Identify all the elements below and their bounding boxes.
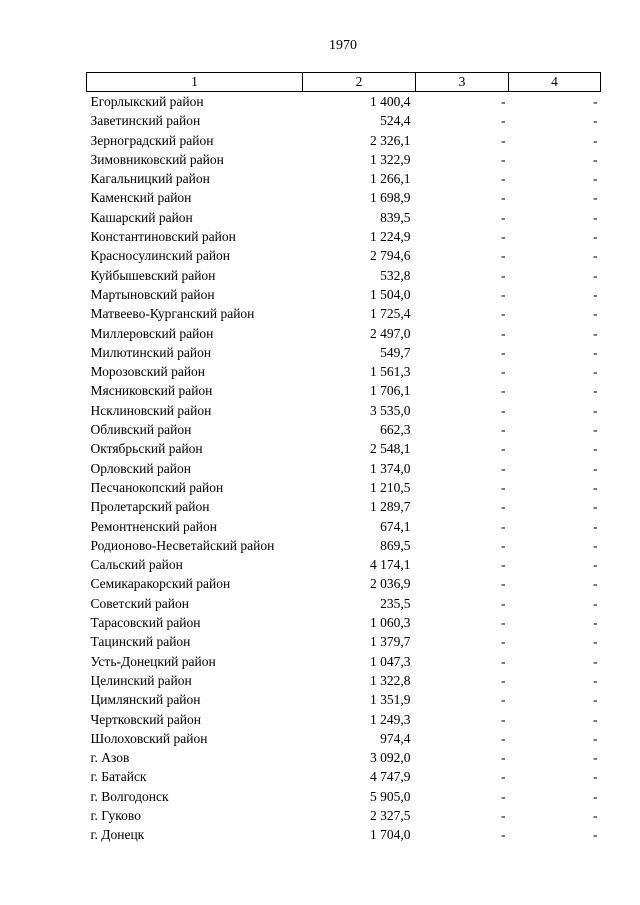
column-4-cell: -	[593, 537, 598, 553]
table-row	[87, 517, 601, 536]
value-cell: 1 379,7	[370, 634, 411, 650]
district-name-cell: Красносулинский район	[90, 248, 231, 264]
column-3-cell: -	[501, 537, 506, 553]
value-cell: 1 704,0	[370, 827, 411, 843]
district-name-cell: Матвеево-Курганский район	[90, 306, 255, 322]
district-name-cell: Заветинский район	[90, 113, 201, 129]
value-cell: 2 497,0	[370, 325, 411, 341]
value-cell: 869,5	[380, 537, 411, 553]
district-name-cell: Обливский район	[90, 422, 192, 438]
value-cell: 1 047,3	[370, 653, 411, 669]
column-3-cell: -	[501, 788, 506, 804]
district-name-cell: Песчанокопский район	[90, 479, 224, 495]
column-3-cell: -	[501, 113, 506, 129]
table-row	[87, 381, 601, 400]
table-row	[87, 343, 601, 362]
table-row	[87, 459, 601, 478]
column-3-cell: -	[501, 730, 506, 746]
column-4-cell: -	[593, 711, 598, 727]
column-4-cell: -	[593, 499, 598, 515]
value-cell: 1 400,4	[370, 94, 411, 109]
district-name-cell: Кагальницкий район	[90, 171, 210, 187]
column-3-cell: -	[501, 151, 506, 167]
column-3-cell: -	[501, 402, 506, 418]
district-name-cell: г. Батайск	[90, 769, 147, 785]
column-3-cell: -	[501, 692, 506, 708]
value-cell: 524,4	[380, 113, 411, 129]
table-row	[87, 246, 601, 265]
column-4-cell: -	[593, 402, 598, 418]
district-name-cell: Целинский район	[90, 672, 192, 688]
district-name-cell: Зерноградский район	[90, 132, 214, 148]
table-row	[87, 748, 601, 767]
column-3-cell: -	[501, 479, 506, 495]
column-3-cell: -	[501, 750, 506, 766]
table-body	[87, 92, 601, 845]
table-row	[87, 729, 601, 748]
value-cell: 1 249,3	[370, 711, 411, 727]
column-header-4: 4	[509, 73, 601, 92]
table-row	[87, 188, 601, 207]
value-cell: 1 322,9	[370, 151, 411, 167]
district-name-cell: Ремонтненский район	[90, 518, 217, 534]
table-row	[87, 401, 601, 420]
district-name-cell: Кашарский район	[90, 209, 193, 225]
district-name-cell: Усть-Донецкий район	[90, 653, 216, 669]
table-row	[87, 111, 601, 130]
table-row	[87, 362, 601, 381]
district-name-cell: Каменский район	[90, 190, 192, 206]
column-3-cell: -	[501, 499, 506, 515]
column-4-cell: -	[593, 209, 598, 225]
column-header-2: 2	[303, 73, 416, 92]
column-4-cell: -	[593, 344, 598, 360]
district-name-cell: г. Азов	[90, 750, 130, 766]
column-3-cell: -	[501, 576, 506, 592]
column-3-cell: -	[501, 209, 506, 225]
column-4-cell: -	[593, 306, 598, 322]
column-4-cell: -	[593, 557, 598, 573]
column-3-cell: -	[501, 615, 506, 631]
value-cell: 235,5	[380, 595, 411, 611]
column-4-cell: -	[593, 460, 598, 476]
table-row	[87, 555, 601, 574]
table-row	[87, 131, 601, 150]
table-row	[87, 478, 601, 497]
value-cell: 1 725,4	[370, 306, 411, 322]
column-4-cell: -	[593, 576, 598, 592]
district-name-cell: Морозовский район	[90, 364, 206, 380]
value-cell: 4 747,9	[370, 769, 411, 785]
table-row	[87, 767, 601, 786]
column-4-cell: -	[593, 383, 598, 399]
column-3-cell: -	[501, 557, 506, 573]
district-name-cell: Егорлыкский район	[90, 94, 204, 109]
district-name-cell: Мартыновский район	[90, 286, 215, 302]
column-4-cell: -	[593, 479, 598, 495]
column-3-cell: -	[501, 769, 506, 785]
table-row	[87, 536, 601, 555]
column-3-cell: -	[501, 94, 506, 109]
table-row	[87, 632, 601, 651]
column-3-cell: -	[501, 807, 506, 823]
column-3-cell: -	[501, 518, 506, 534]
column-4-cell: -	[593, 113, 598, 129]
page-title: 1970	[329, 38, 357, 53]
column-3-cell: -	[501, 229, 506, 245]
column-3-cell: -	[501, 460, 506, 476]
district-name-cell: г. Гуково	[90, 807, 141, 823]
table-row	[87, 652, 601, 671]
value-cell: 1 224,9	[370, 229, 411, 245]
value-cell: 3 535,0	[370, 402, 411, 418]
column-4-cell: -	[593, 364, 598, 380]
value-cell: 2 326,1	[370, 132, 411, 148]
column-4-cell: -	[593, 595, 598, 611]
district-name-cell: Чертковский район	[90, 711, 201, 727]
column-3-cell: -	[501, 171, 506, 187]
value-cell: 1 322,8	[370, 672, 411, 688]
column-4-cell: -	[593, 248, 598, 264]
district-name-cell: Цимлянский район	[90, 692, 201, 708]
column-3-cell: -	[501, 634, 506, 650]
column-3-cell: -	[501, 672, 506, 688]
value-cell: 1 561,3	[370, 364, 411, 380]
table-row	[87, 169, 601, 188]
district-name-cell: Зимовниковский район	[90, 151, 224, 167]
value-cell: 1 706,1	[370, 383, 411, 399]
value-cell: 1 374,0	[370, 460, 411, 476]
district-name-cell: Шолоховский район	[90, 730, 208, 746]
district-name-cell: г. Донецк	[90, 827, 145, 843]
value-cell: 532,8	[380, 267, 411, 283]
table-row	[87, 285, 601, 304]
table-row	[87, 208, 601, 227]
district-name-cell: Орловский район	[90, 460, 191, 476]
value-cell: 2 794,6	[370, 248, 411, 264]
column-4-cell: -	[593, 190, 598, 206]
table-row	[87, 497, 601, 516]
column-header-1: 1	[87, 73, 303, 92]
value-cell: 3 092,0	[370, 750, 411, 766]
district-name-cell: Октябрьский район	[90, 441, 203, 457]
district-name-cell: Мясниковский район	[90, 383, 213, 399]
table-row	[87, 787, 601, 806]
district-name-cell: Тацинский район	[90, 634, 191, 650]
column-4-cell: -	[593, 518, 598, 534]
value-cell: 839,5	[380, 209, 411, 225]
value-cell: 974,4	[380, 730, 411, 746]
value-cell: 2 548,1	[370, 441, 411, 457]
table-row	[87, 227, 601, 246]
column-4-cell: -	[593, 267, 598, 283]
table-header-row	[87, 73, 601, 92]
column-3-cell: -	[501, 441, 506, 457]
column-header-3: 3	[416, 73, 509, 92]
table-row	[87, 806, 601, 825]
table-row	[87, 420, 601, 439]
column-4-cell: -	[593, 769, 598, 785]
table-row	[87, 304, 601, 323]
column-3-cell: -	[501, 248, 506, 264]
table-row	[87, 92, 601, 112]
table-row	[87, 266, 601, 285]
column-4-cell: -	[593, 229, 598, 245]
column-3-cell: -	[501, 267, 506, 283]
district-name-cell: Куйбышевский район	[90, 267, 216, 283]
table-row	[87, 574, 601, 593]
column-3-cell: -	[501, 344, 506, 360]
district-name-cell: г. Волгодонск	[90, 788, 169, 804]
value-cell: 4 174,1	[370, 557, 411, 573]
column-3-cell: -	[501, 132, 506, 148]
column-3-cell: -	[501, 190, 506, 206]
column-4-cell: -	[593, 788, 598, 804]
column-3-cell: -	[501, 364, 506, 380]
column-3-cell: -	[501, 653, 506, 669]
column-4-cell: -	[593, 422, 598, 438]
value-cell: 1 266,1	[370, 171, 411, 187]
column-4-cell: -	[593, 132, 598, 148]
column-4-cell: -	[593, 441, 598, 457]
district-name-cell: Семикаракорский район	[90, 576, 231, 592]
column-4-cell: -	[593, 615, 598, 631]
value-cell: 1 210,5	[370, 479, 411, 495]
value-cell: 1 698,9	[370, 190, 411, 206]
value-cell: 662,3	[380, 422, 411, 438]
column-4-cell: -	[593, 692, 598, 708]
column-4-cell: -	[593, 94, 598, 109]
column-4-cell: -	[593, 730, 598, 746]
district-name-cell: Родионово-Несветайский район	[90, 537, 275, 553]
column-4-cell: -	[593, 151, 598, 167]
value-cell: 1 504,0	[370, 286, 411, 302]
value-cell: 5 905,0	[370, 788, 411, 804]
value-cell: 1 351,9	[370, 692, 411, 708]
column-4-cell: -	[593, 827, 598, 843]
column-3-cell: -	[501, 422, 506, 438]
data-table	[86, 72, 601, 845]
table-row	[87, 324, 601, 343]
district-name-cell: Пролетарский район	[90, 499, 210, 515]
district-name-cell: Миллеровский район	[90, 325, 214, 341]
column-3-cell: -	[501, 306, 506, 322]
value-cell: 2 036,9	[370, 576, 411, 592]
district-name-cell: Сальский район	[90, 557, 183, 573]
value-cell: 674,1	[380, 518, 411, 534]
value-cell: 549,7	[380, 344, 411, 360]
table-row	[87, 710, 601, 729]
column-3-cell: -	[501, 711, 506, 727]
district-name-cell: Тарасовский район	[90, 615, 201, 631]
column-4-cell: -	[593, 634, 598, 650]
column-4-cell: -	[593, 325, 598, 341]
column-3-cell: -	[501, 595, 506, 611]
column-3-cell: -	[501, 383, 506, 399]
table-row	[87, 594, 601, 613]
table-row	[87, 613, 601, 632]
column-4-cell: -	[593, 286, 598, 302]
district-name-cell: Константиновский район	[90, 229, 236, 245]
column-3-cell: -	[501, 827, 506, 843]
column-4-cell: -	[593, 672, 598, 688]
column-4-cell: -	[593, 807, 598, 823]
column-4-cell: -	[593, 750, 598, 766]
column-3-cell: -	[501, 325, 506, 341]
value-cell: 1 060,3	[370, 615, 411, 631]
table-row	[87, 150, 601, 169]
column-4-cell: -	[593, 171, 598, 187]
table-row	[87, 825, 601, 844]
table-row	[87, 671, 601, 690]
value-cell: 1 289,7	[370, 499, 411, 515]
table-row	[87, 690, 601, 709]
column-4-cell: -	[593, 653, 598, 669]
table-row	[87, 439, 601, 458]
district-name-cell: Нсклиновский район	[90, 402, 212, 418]
district-name-cell: Советский район	[90, 595, 189, 611]
column-3-cell: -	[501, 286, 506, 302]
value-cell: 2 327,5	[370, 807, 411, 823]
district-name-cell: Милютинский район	[90, 344, 212, 360]
